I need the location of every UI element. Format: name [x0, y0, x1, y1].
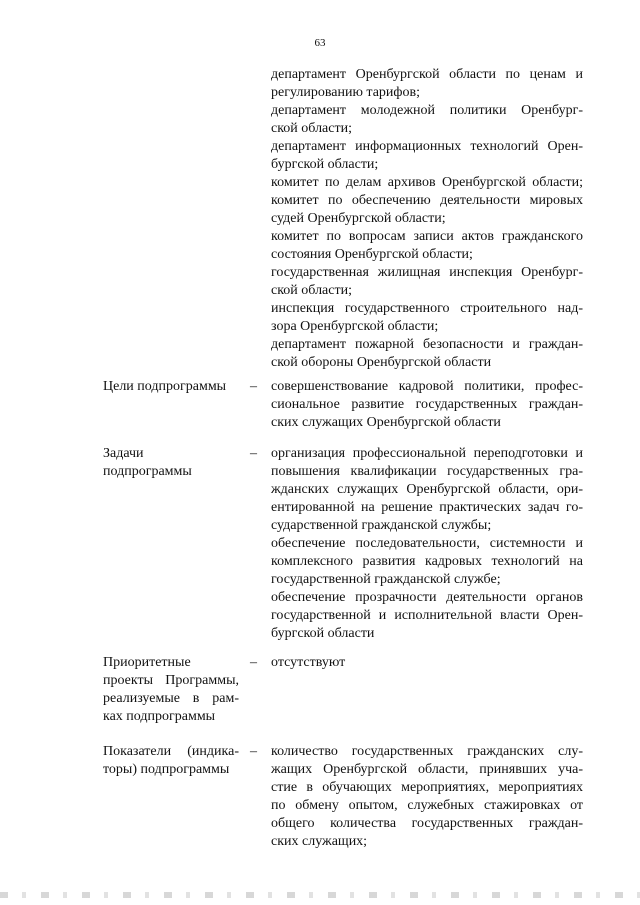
section-content-line: государственной и исполнительной власти Орен- — [271, 608, 583, 623]
continuation-line: государственная жилищная инспекция Оренбург- — [271, 265, 583, 280]
continuation-line: департамент молодежной политики Оренбург- — [271, 103, 583, 118]
section-label: Приоритетные — [103, 655, 191, 670]
section-content-line: ских служащих; — [271, 834, 368, 849]
section-content-line: ских служащих Оренбургской области — [271, 415, 501, 430]
section-content-line: жащих Оренбургской области, принявших уча- — [271, 762, 583, 777]
section-content-line: ентированной на решение практических задач го- — [271, 500, 583, 515]
continuation-line: регулированию тарифов; — [271, 85, 420, 100]
dash: – — [250, 379, 257, 394]
continuation-line: департамент Оренбургской области по ценам и — [271, 67, 583, 82]
section-content-line: обеспечение прозрачности деятельности органов — [271, 590, 583, 605]
section-label: Задачи — [103, 446, 144, 461]
continuation-line: ской области; — [271, 121, 352, 136]
section-content-line: стие в обучающих мероприятиях, мероприятиях — [271, 780, 583, 795]
page-number: 63 — [314, 37, 326, 49]
section-label: ках подпрограммы — [103, 709, 216, 724]
dash: – — [250, 655, 257, 670]
section-content-line: общего количества государственных граждан- — [271, 816, 583, 831]
continuation-line: департамент пожарной безопасности и граждан- — [271, 337, 583, 352]
section-content-line: совершенствование кадровой политики, профес- — [271, 379, 583, 394]
section-content-line: количество государственных гражданских слу- — [271, 744, 583, 759]
scan-edge-artifact — [0, 892, 640, 898]
continuation-line: ской области; — [271, 283, 352, 298]
section-label: Цели подпрограммы — [103, 379, 227, 394]
section-content-line: государственной гражданской службе; — [271, 572, 501, 587]
section-content-line: сиональное развитие государственных граждан- — [271, 397, 583, 412]
section-label: проекты Программы, — [103, 673, 239, 688]
continuation-line: комитет по вопросам записи актов гражданского — [271, 229, 583, 244]
section-content-line: бургской области — [271, 626, 375, 641]
continuation-line: зора Оренбургской области; — [271, 319, 439, 334]
continuation-line: комитет по делам архивов Оренбургской области; — [271, 175, 583, 190]
section-content-line: организация профессиональной переподготовки и — [271, 446, 583, 461]
section-content-line: повышения квалификации государственных гра- — [271, 464, 583, 479]
section-content-line: комплексного развития кадровых технологий на — [271, 554, 583, 569]
continuation-line: судей Оренбургской области; — [271, 211, 446, 226]
continuation-line: департамент информационных технологий Орен- — [271, 139, 583, 154]
dash: – — [250, 446, 257, 461]
continuation-line: инспекция государственного строительного над- — [271, 301, 583, 316]
section-content-line: по обмену опытом, служебных стажировках от — [271, 798, 583, 813]
section-content-line: жданских служащих Оренбургской области, ори- — [271, 482, 583, 497]
section-content-line: сударственной гражданской службы; — [271, 518, 492, 533]
continuation-line: бургской области; — [271, 157, 379, 172]
section-content-line: обеспечение последовательности, системности и — [271, 536, 583, 551]
section-label: подпрограммы — [103, 464, 192, 479]
continuation-line: состояния Оренбургской области; — [271, 247, 473, 262]
continuation-line: комитет по обеспечению деятельности мировых — [271, 193, 583, 208]
section-label: торы) подпрограммы — [103, 762, 230, 777]
dash: – — [250, 744, 257, 759]
section-content-line: отсутствуют — [271, 655, 346, 670]
continuation-line: ской обороны Оренбургской области — [271, 355, 492, 370]
section-label: Показатели (индика- — [103, 744, 239, 759]
section-label: реализуемые в рам- — [103, 691, 239, 706]
